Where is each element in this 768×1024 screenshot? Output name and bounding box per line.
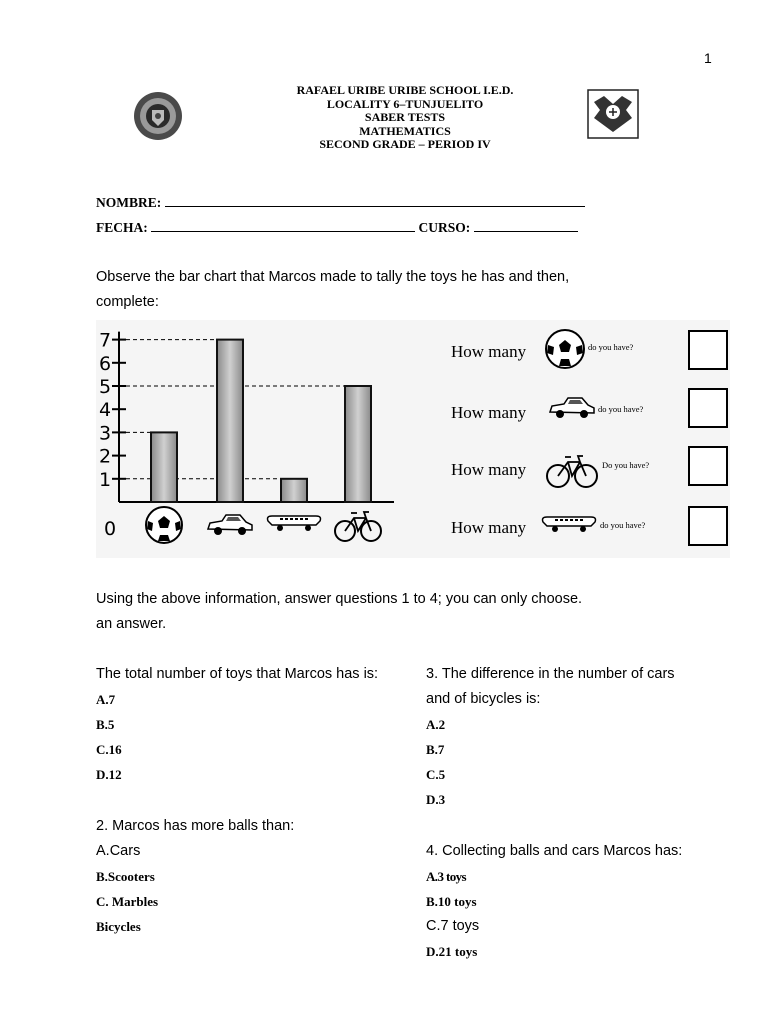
name-field[interactable] [165,194,585,207]
y-tick-label-4: 4 [98,399,112,422]
question-4 [426,839,682,964]
q1-option-d[interactable]: D.12 [96,767,122,782]
name-row [96,194,585,211]
header-line-locality: LOCALITY 6–TUNJUELITO [326,96,484,111]
answer-box-bicycle[interactable] [688,446,728,486]
how-many-label-1: How many [451,342,527,361]
bar-ball [151,432,177,502]
name-label: NOMBRE: [96,195,162,210]
answer-box-car[interactable] [688,388,728,428]
q3-option-d[interactable]: D.3 [426,792,446,807]
y-tick-label-5: 5 [98,376,112,398]
q1-option-b[interactable]: B.5 [96,717,115,732]
instructions-line-1: Using the above information, answer questions 1 to 4; you can only choose. [96,591,583,607]
question-1 [96,662,378,787]
do-you-have-4: do you have? [600,520,646,530]
do-you-have-3: Do you have? [602,460,650,470]
skateboard-icon [540,514,598,539]
bicycle-icon [544,452,600,493]
question-4-text: 4. Collecting balls and cars Marcos has: [426,843,683,859]
instructions-line-2: an answer. [96,616,167,632]
q3-option-a[interactable]: A.2 [426,717,446,732]
intro-text [96,265,569,315]
x-icon-skateboard [268,516,321,531]
y-tick-label-6: 6 [98,352,112,375]
how-many-label-3: How many [451,460,527,479]
intro-line-1: Observe the bar chart that Marcos made to tally the toys he has and then, [96,269,570,285]
x-icon-soccer-ball [146,507,182,543]
question-2-text: 2. Marcos has more balls than: [96,818,295,834]
bar-car [217,340,243,502]
how-many-label-2: How many [451,403,527,422]
q3-option-c[interactable]: C.5 [426,767,446,782]
how-many-label-4: How many [451,518,527,537]
question-2 [96,814,294,939]
x-icon-car [208,515,252,535]
question-3-text-line-1: 3. The difference in the number of cars [426,666,675,682]
y-tick-label-7: 7 [98,329,112,352]
q4-option-c[interactable]: C.7 toys [426,918,480,934]
q4-option-d[interactable]: D.21 toys [426,944,478,959]
question-1-text: The total number of toys that Marcos has is: [96,666,379,682]
coat-of-arms-icon [586,88,640,145]
y-tick-label-0: 0 [103,518,117,540]
q2-option-d[interactable]: Bicycles [96,919,141,934]
course-field[interactable] [474,219,578,232]
y-tick-label-1: 1 [98,468,112,491]
header-line-grade: SECOND GRADE – PERIOD IV [319,137,491,151]
page-number: 1 [704,50,712,66]
answer-box-skateboard[interactable] [688,506,728,546]
q4-option-a[interactable]: A.3 toys [426,869,466,884]
date-label: FECHA: [96,220,148,235]
q2-option-c[interactable]: C. Marbles [96,894,159,909]
bar-bicycle [345,386,371,502]
chart-figure [96,320,730,558]
do-you-have-1: do you have? [588,342,634,352]
header-line-subject: MATHEMATICS [359,123,451,138]
bar-skateboard [281,479,307,502]
car-icon [548,396,596,425]
header-line-school: RAFAEL URIBE URIBE SCHOOL I.E.D. [296,83,514,97]
q1-option-a[interactable]: A.7 [96,692,116,707]
answer-box-ball[interactable] [688,330,728,370]
y-tick-label-3: 3 [98,422,112,445]
do-you-have-2: do you have? [598,404,644,414]
date-course-row [96,219,578,236]
bar-chart [96,320,406,558]
header-line-test: SABER TESTS [364,110,446,124]
question-3 [426,662,675,812]
y-tick-label-2: 2 [98,445,112,468]
soccer-ball-icon [544,328,586,375]
course-label: CURSO: [418,220,471,235]
q2-option-a[interactable]: A.Cars [96,843,141,859]
instructions [96,587,582,637]
q4-option-b[interactable]: B.10 toys [426,894,477,909]
school-logo-icon [132,90,184,147]
q3-option-b[interactable]: B.7 [426,742,445,757]
date-field[interactable] [151,219,415,232]
school-header [270,84,540,152]
question-3-text-line-2: and of bicycles is: [426,691,541,707]
intro-line-2: complete: [96,294,159,310]
q1-option-c[interactable]: C.16 [96,742,122,757]
q2-option-b[interactable]: B.Scooters [96,869,155,884]
x-icon-bicycle [335,512,381,541]
